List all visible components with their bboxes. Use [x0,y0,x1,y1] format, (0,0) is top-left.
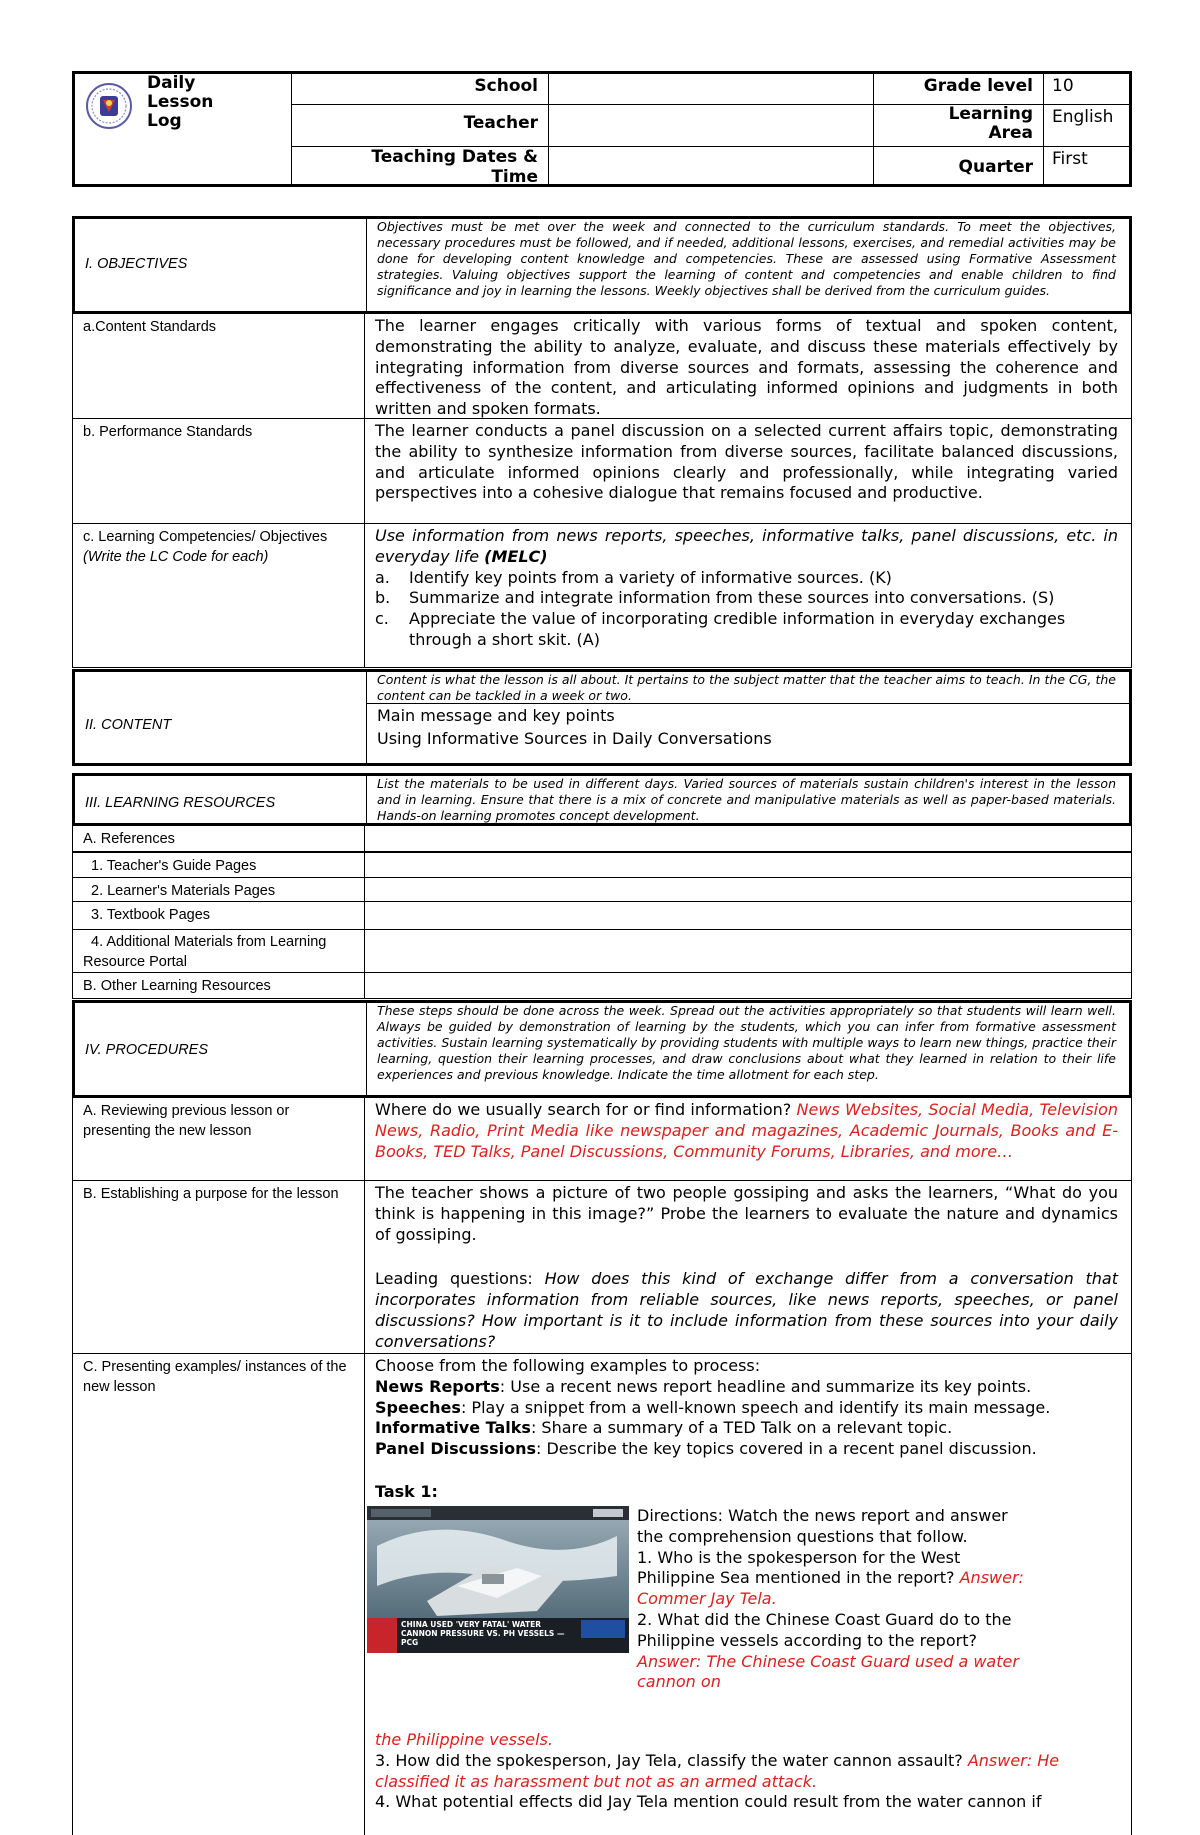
references-label: A. References [73,826,365,851]
additional-materials-label-line: 4. Additional Materials from Learning [91,934,327,950]
purpose-row [72,1181,1132,1354]
competencies-label [73,524,365,667]
objectives-section [72,216,1132,314]
teaching-dates-label [292,146,549,187]
competencies-intro-text: Use information from news reports, speeches, informative talks, panel discussions, etc. in everyday life [375,526,1118,566]
example-term: Panel Discussions [375,1439,536,1459]
header-logo-cell [75,74,292,187]
news-headline: CHINA USED 'VERY FATAL' WATER CANNON PRESSURE VS. PH VESSELS — PCG [401,1620,565,1647]
answer-text: Answer: The Chinese Coast Guard used a water cannon on [637,1651,1019,1692]
grade-level-field[interactable]: 10 [1044,74,1130,104]
content-standards-row [72,314,1132,419]
procedures-heading: IV. PROCEDURES [75,1003,367,1095]
objectives-note: Objectives must be met over the week and connected to the curriculum standards. To meet the objectives, necessary procedures must be followed, and if needed, additional lessons, exercises, and remedial activities may be done for developing content knowledge and competencies. These are assessed using Formative Assessment strategies. Valuing objectives support the learning of content and competencies and enable children to find significance and joy in learning the lessons. Weekly objectives shall be derived from the curriculum guides. [377,219,1116,298]
example-term: Informative Talks [375,1418,531,1438]
learning-area-label-line: Area [988,122,1033,143]
textbook-label: 3. Textbook Pages [73,902,365,929]
performance-standards-text: The learner conducts a panel discussion on a selected current affairs topic, demonstrating the ability to synthesize information from diverse sources, facilitate balanced discussions, and articulate informed opinions clearly and professionally, while integrating varied perspectives into a cohesive dialogue that remains focused and productive. [375,421,1118,503]
leading-questions-label: Leading questions: [375,1269,545,1289]
school-label: School [292,74,549,104]
quarter-field[interactable]: First [1044,146,1130,187]
textbook-value[interactable] [365,902,1131,929]
competency-item [375,609,1118,651]
learners-materials-value[interactable] [365,878,1131,901]
review-text [365,1098,1131,1180]
teaching-dates-label-line: Time [491,166,538,187]
competency-text: Identify key points from a variety of informative sources. (K) [409,567,892,587]
teachers-guide-row [72,852,1132,878]
example-text: : Use a recent news report headline and summarize its key points. [499,1376,1032,1396]
additional-materials-row [72,930,1132,973]
competencies-text [365,524,1131,667]
question-text: 1. Who is the spokesperson for the West Philippine Sea mentioned in the report? [637,1547,961,1588]
question-2 [637,1610,1037,1693]
additional-materials-label [73,930,365,972]
competencies-row [72,524,1132,668]
task-heading: Task 1: [375,1481,438,1501]
task-directions [637,1506,1037,1693]
question-text: 3. How did the spokesperson, Jay Tela, classify the water cannon assault? [375,1750,968,1770]
competency-item [375,588,1118,609]
procedures-note: These steps should be done across the week. Spread out the activities appropriately so that students will learn well. Always be guided by demonstration of learning by the students, which you can infer from formative assessment activities. Sustain learning systematically by providing students with multiple ways to learn new things, practice their learning, question their learning processes, and draw conclusions about what they learned in relation to their life experiences and previous knowledge. Indicate the time allotment for each step. [377,1003,1116,1082]
examples-text [365,1354,1131,1835]
examples-intro: Choose from the following examples to process: [375,1356,761,1375]
competencies-intro [375,526,1118,568]
learning-area-label [874,104,1044,146]
competencies-sublabel: (Write the LC Code for each) [83,549,269,566]
procedures-section [72,1000,1132,1098]
question-4: 4. What potential effects did Jay Tela mention could result from the water cannon if [375,1792,1042,1812]
header-table [72,71,1132,187]
review-question: Where do we usually search for or find information? [375,1100,797,1119]
other-resources-label: B. Other Learning Resources [73,973,365,998]
competency-marker: b. [375,588,391,608]
content-standards-label: a.Content Standards [73,314,365,418]
content-standards-text: The learner engages critically with various forms of textual and spoken content, demonstrating the ability to analyze, evaluate, and discuss these materials effectively by integrating information from diverse sources and formats, assessing the coherence and effectiveness of the content, and articulating informed opinions and judgments in both written and spoken formats. [375,316,1118,419]
competency-text: Summarize and integrate information from these sources into conversations. (S) [409,588,1055,608]
question-3 [375,1751,1118,1793]
references-row [72,826,1132,852]
question-text: 2. What did the Chinese Coast Guard do to the Philippine vessels according to the report? [637,1609,1012,1650]
teachers-guide-value[interactable] [365,853,1131,877]
answer-text: Answer: Commer Jay Tela. [637,1568,1024,1609]
references-value[interactable] [365,826,1131,851]
competency-text: Appreciate the value of incorporating credible information in everyday exchanges through a short skit. (A) [409,609,1066,649]
example-term: Speeches [375,1397,461,1417]
header-title [147,74,213,131]
learning-area-label-line: Learning [948,103,1033,124]
purpose-paragraph: The teacher shows a picture of two people gossiping and asks the learners, “What do you think is happening in this image?” Probe the learners to evaluate the nature and dynamics of gossiping. [375,1183,1118,1244]
additional-materials-label-line: Resource Portal [83,953,187,970]
example-item [375,1398,1118,1419]
melc-tag: (MELC) [484,546,548,566]
example-text: : Play a snippet from a well-known speech and identify its main message. [460,1397,1051,1417]
teachers-guide-label: 1. Teacher's Guide Pages [73,853,365,877]
review-label: A. Reviewing previous lesson or presenting the new lesson [73,1098,365,1180]
header-title-line: Daily [147,73,196,93]
answer-text: the Philippine vessels. [375,1730,553,1749]
content-note: Content is what the lesson is all about. It pertains to the subject matter that the teacher aims to teach. In the CG, the content can be tackled in a week or two. [367,672,1129,704]
leading-questions [375,1269,1118,1352]
deped-seal-icon [85,82,133,130]
example-item [375,1377,1118,1398]
question-1 [637,1548,1037,1610]
competencies-label-text: c. Learning Competencies/ Objectives [83,529,328,545]
resources-section [72,773,1132,826]
directions-text: Directions: Watch the news report and answer the comprehension questions that follow. [637,1506,1008,1546]
other-resources-row [72,973,1132,999]
content-line: Using Informative Sources in Daily Conversations [377,728,772,748]
learning-area-field[interactable]: English [1044,104,1130,146]
review-answer: News Websites, Social Media, Television News, Radio, Print Media like newspaper and magazines, Academic Journals, Books and E-Books, TED Talks, Panel Discussions, Community Forums, Libraries, and more… [375,1100,1119,1161]
example-item [375,1418,1118,1439]
content-value [367,672,1129,763]
resources-note: List the materials to be used in different days. Varied sources of materials sustain children's interest in the lesson and in learning. Ensure that there is a mix of concrete and manipulative materials as well as paper-based materials. Hands-on learning promotes concept development. [377,776,1116,823]
content-heading: II. CONTENT [75,672,367,763]
competency-item [375,568,1118,589]
example-term: News Reports [375,1376,500,1396]
grade-level-label: Grade level [874,74,1044,104]
performance-standards-label: b. Performance Standards [73,419,365,523]
purpose-text [365,1181,1131,1353]
content-line: Main message and key points [377,706,615,725]
teacher-field[interactable] [549,104,874,146]
performance-standards-row [72,419,1132,524]
textbook-row [72,902,1132,930]
other-resources-value[interactable] [365,973,1131,998]
learners-materials-label: 2. Learner's Materials Pages [73,878,365,901]
quarter-label: Quarter [874,146,1044,187]
examples-label: C. Presenting examples/ instances of the new lesson [73,1354,365,1835]
example-text: : Share a summary of a TED Talk on a relevant topic. [530,1418,953,1438]
task-questions [375,1730,1118,1813]
leading-questions-text: How does this kind of exchange differ from a conversation that incorporates information from reliable sources, like news reports, speeches, or panel discussions? How important is it to include information from these sources into your daily conversations? [375,1269,1118,1351]
competency-marker: a. [375,567,390,587]
school-field[interactable] [549,74,874,104]
teaching-dates-field[interactable] [549,146,874,187]
answer-text: Answer: He classified it as harassment but not as an armed attack. [375,1750,1060,1791]
content-section [72,669,1132,766]
learners-materials-row [72,878,1132,902]
purpose-label: B. Establishing a purpose for the lesson [73,1181,365,1353]
example-item [375,1439,1118,1460]
competency-marker: c. [375,609,389,629]
header-title-line: Lesson [147,92,214,112]
review-row [72,1098,1132,1181]
header-title-line: Log [147,111,182,131]
example-text: : Describe the key topics covered in a recent panel discussion. [536,1439,1037,1459]
resources-heading: III. LEARNING RESOURCES [75,776,367,823]
teaching-dates-label-line: Teaching Dates & [371,146,538,167]
news-report-image[interactable] [367,1506,629,1653]
teacher-label: Teacher [292,104,549,146]
examples-row [72,1354,1132,1835]
objectives-heading: I. OBJECTIVES [75,219,367,311]
additional-materials-value[interactable] [365,930,1131,972]
